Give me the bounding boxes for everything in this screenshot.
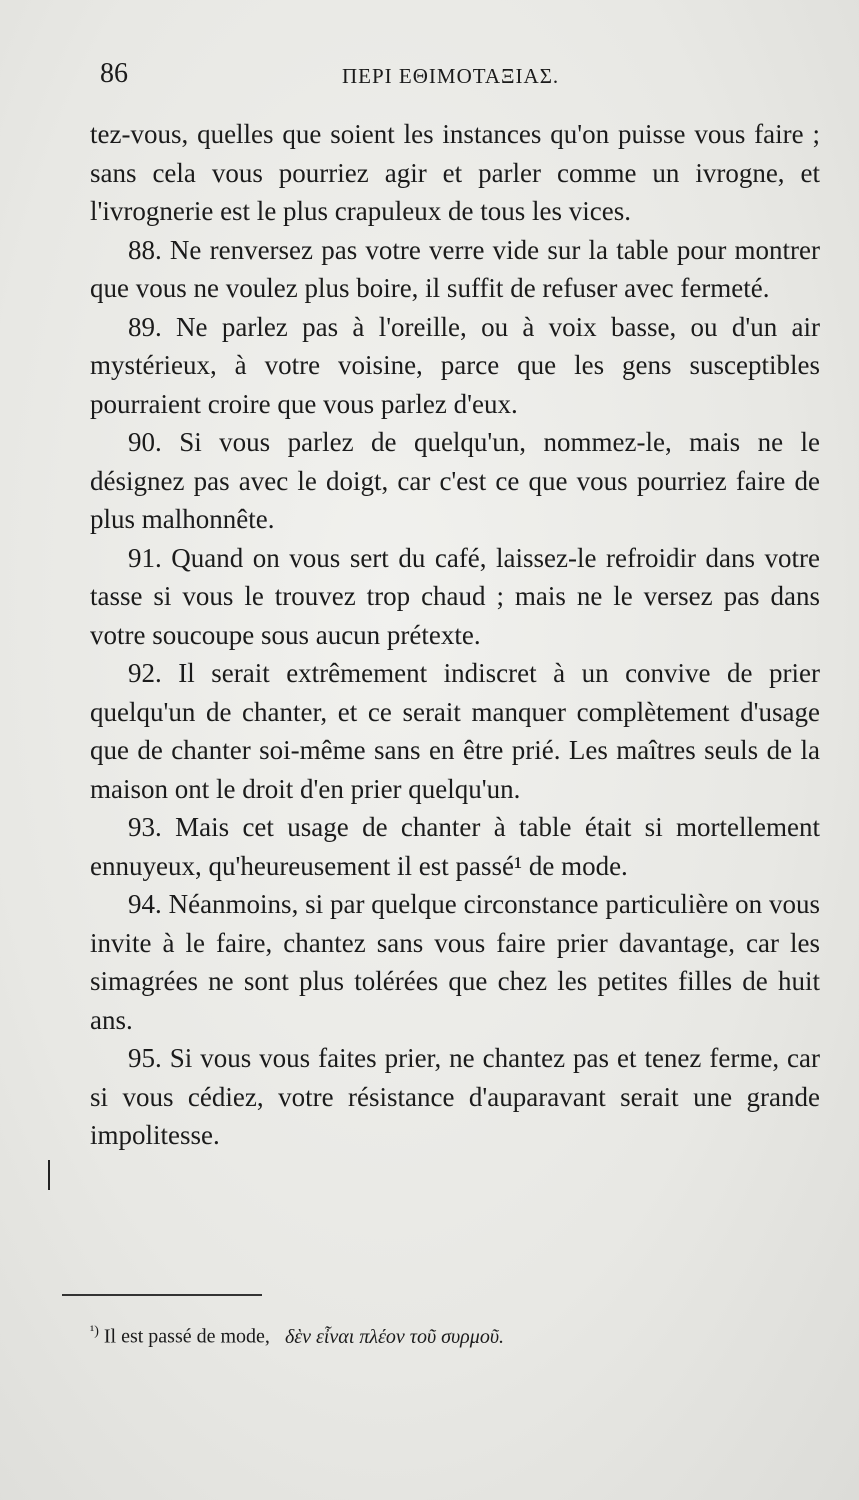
paragraph-94: 94. Néanmoins, si par quelque circonstance particulière on vous invite à le faire, chantez sans vous faire prier davantage, car les simagrées ne sont plus tolérées que chez les petites filles de huit ans. (90, 889, 820, 1035)
paragraph-88: 88. Ne renversez pas votre verre vide sur la table pour montrer que vous ne voulez plus boire, il suffit de refuser avec fermeté. (90, 234, 820, 303)
footnote-rule (62, 1294, 262, 1296)
paragraph-91: 91. Quand on vous sert du café, laissez-le refroidir dans votre tasse si vous le trouvez trop chaud ; mais ne le versez pas dans votre soucoupe sous aucun prétexte. (90, 542, 820, 650)
margin-mark (48, 1160, 50, 1190)
paragraph-93: 93. Mais cet usage de chanter à table était si mortellement ennuyeux, qu'heureusement il est passé¹ de mode. (90, 812, 820, 881)
paragraph-90: 90. Si vous parlez de quelqu'un, nommez-le, mais ne le désignez pas avec le doigt, car c'est ce que vous pourriez faire de plus malhonnête. (90, 427, 820, 534)
paragraph-95: 95. Si vous vous faites prier, ne chantez pas et tenez ferme, car si vous cédiez, votre résistance d'auparavant serait une grande impolitesse. (90, 1043, 820, 1150)
paragraph-89: 89. Ne parlez pas à l'oreille, ou à voix basse, ou d'un air mystérieux, à votre voisine, parce que les gens susceptibles pourraient croire que vous parlez d'eux. (90, 311, 820, 419)
body-text (90, 115, 820, 1155)
footnote-greek: δὲν εἶναι πλέον τοῦ συρμοῦ. (284, 1325, 504, 1348)
running-head: ΠΕΡΙ ΕΘΙΜΟΤΑΞΙΑΣ. (342, 64, 560, 88)
paragraph-92: 92. Il serait extrêmement indiscret à un convive de prier quelqu'un de chanter, et ce serait manquer complètement d'usage que de chanter soi-même sans en être prié. Les maîtres seuls de la maison ont le droit d'en prier quelqu'un. (90, 658, 820, 804)
paragraph-continued: tez-vous, quelles que soient les instances qu'on puisse vous faire ; sans cela vous pourriez agir et parler comme un ivrogne, et l'ivrognerie est le plus crapuleux de tous les vices. (90, 119, 820, 226)
footnote-marker: ¹) (90, 1324, 99, 1339)
footnote-french: Il est passé de mode, (103, 1325, 270, 1348)
page-header (100, 58, 800, 98)
footnote (90, 1318, 790, 1351)
page-number: 86 (100, 58, 128, 89)
